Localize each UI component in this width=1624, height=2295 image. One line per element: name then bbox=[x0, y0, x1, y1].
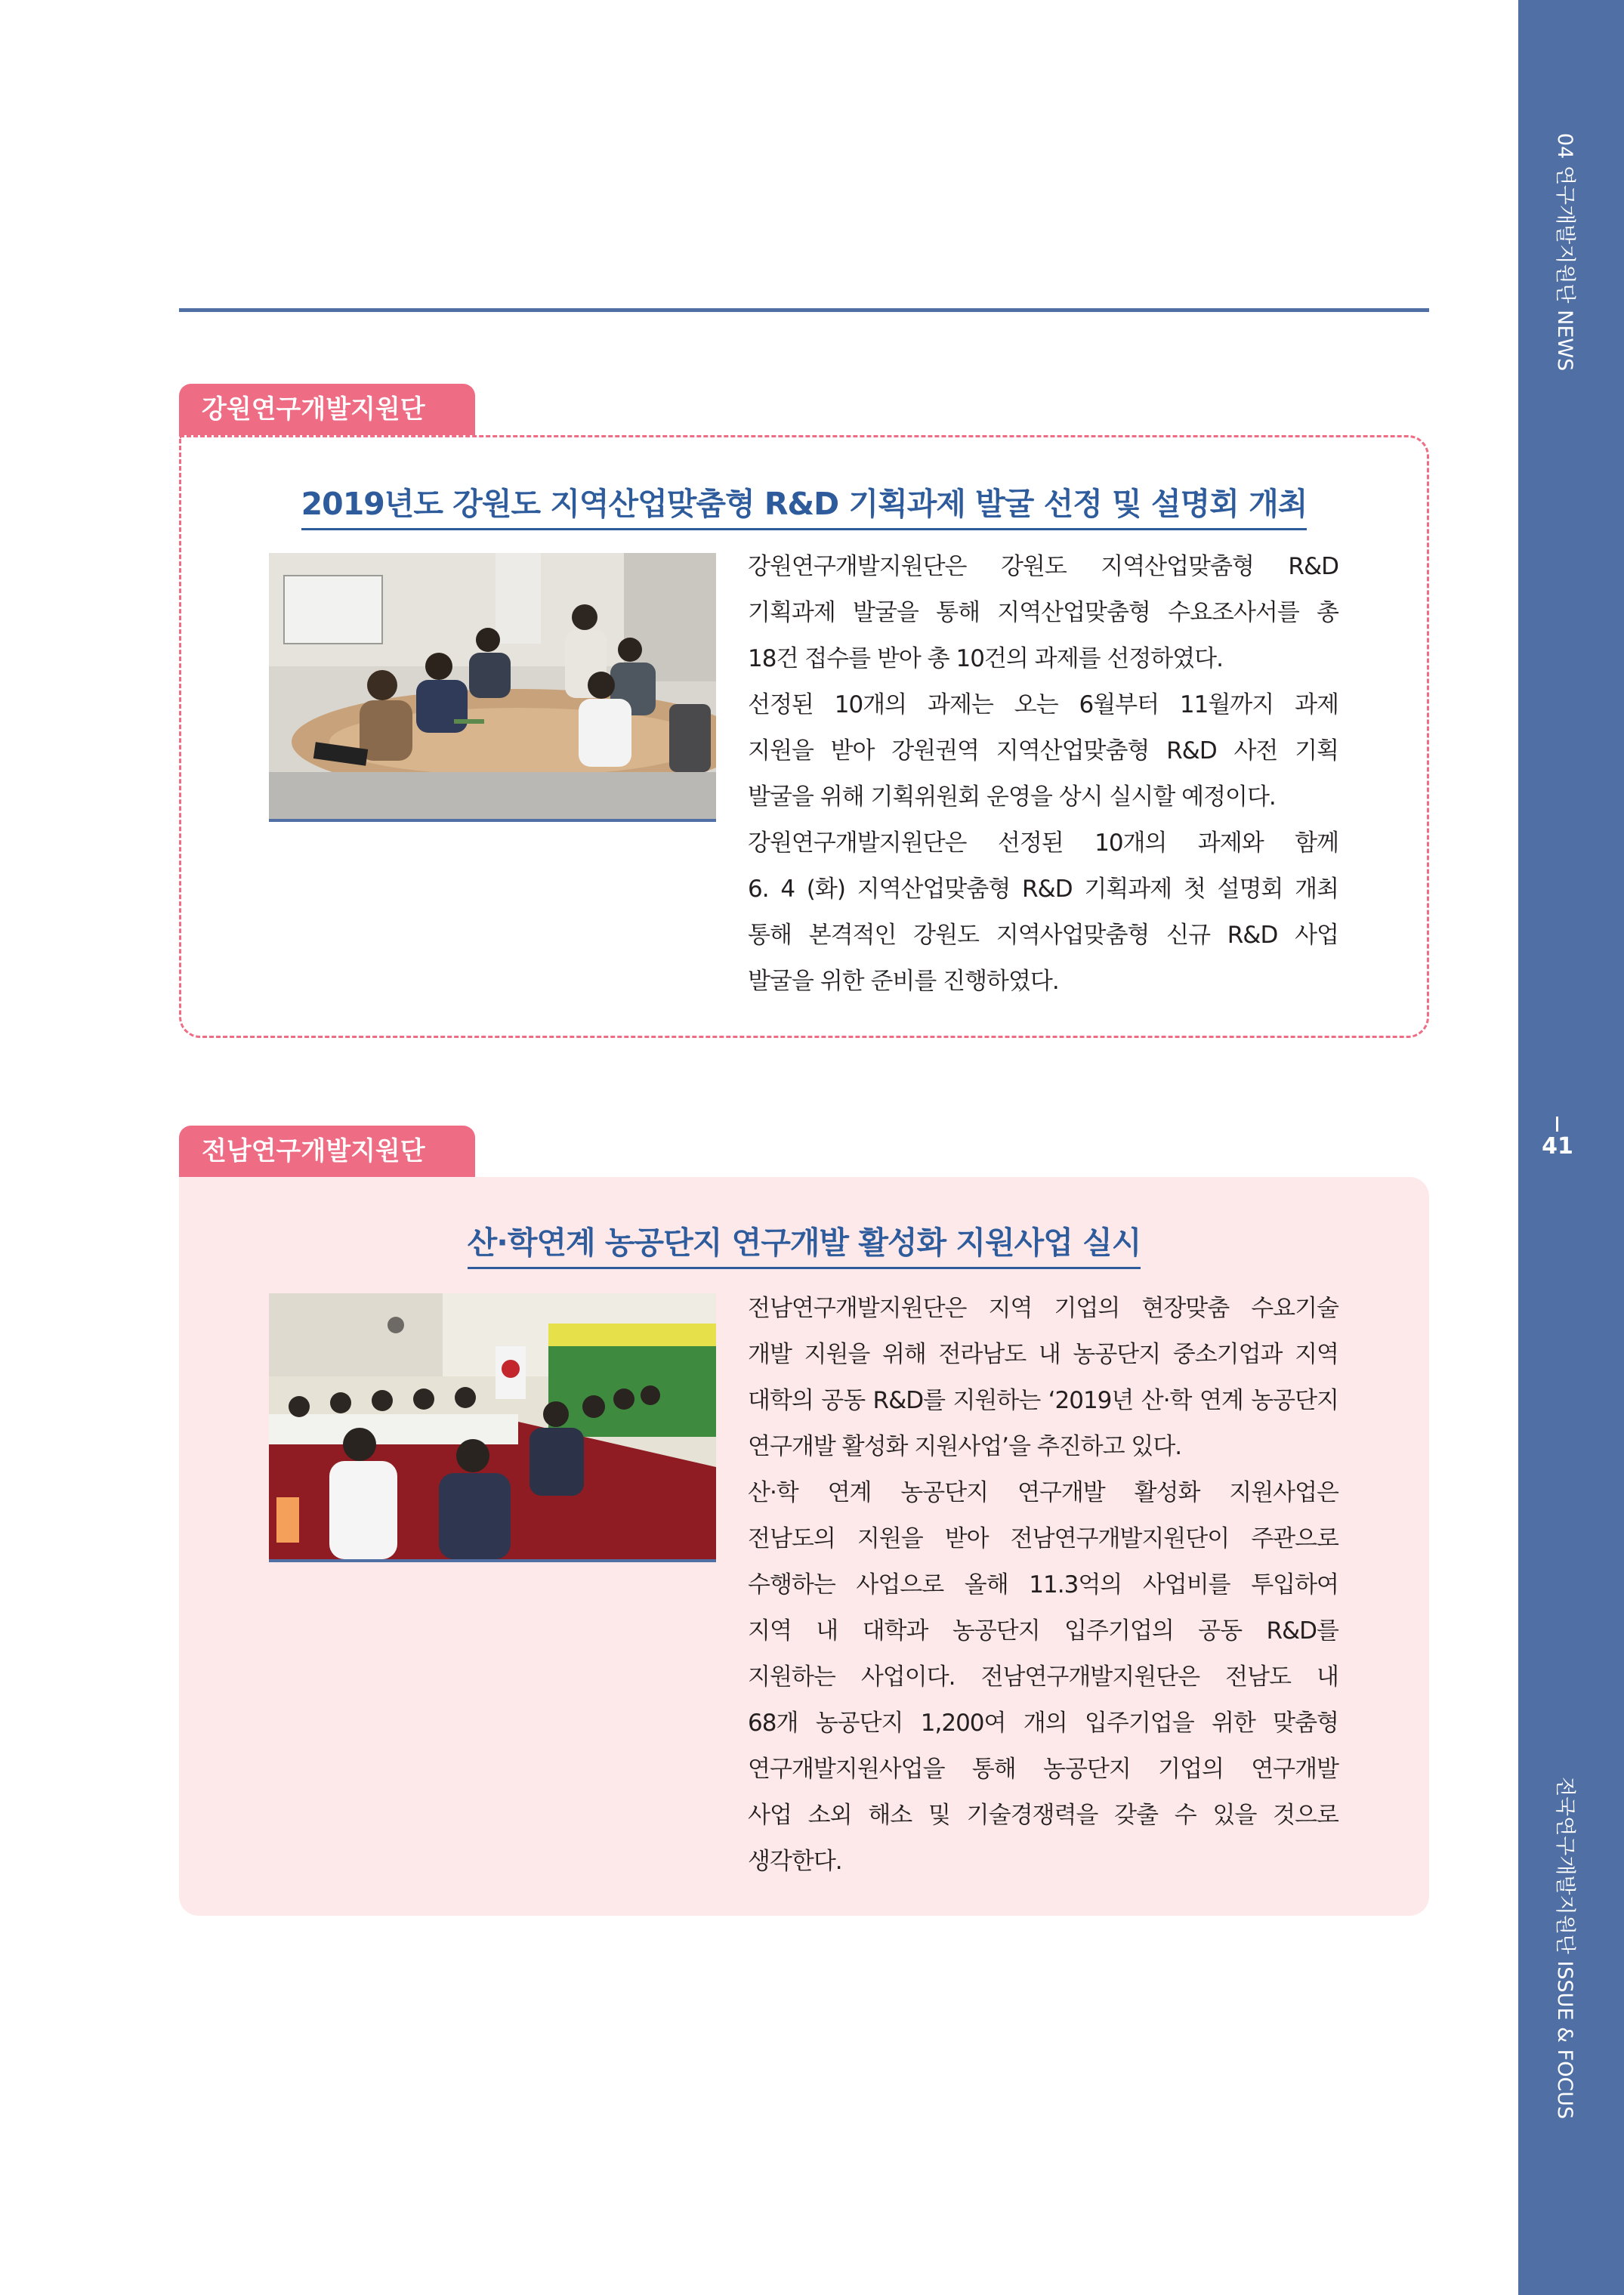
text-line: 18건 접수를 받아 총 10건의 과제를 선정하였다. bbox=[748, 645, 1223, 672]
section-title-text: 2019년도 강원도 지역산업맞춤형 R&D 기획과제 발굴 선정 및 설명회 개최 bbox=[301, 479, 1308, 530]
text-line: 통해 본격적인 강원도 지역사업맞춤형 신규 R&D 사업 bbox=[748, 922, 1338, 949]
page-number-tick bbox=[1556, 1117, 1558, 1132]
text-line: 강원연구개발지원단은 선정된 10개의 과제와 함께 bbox=[748, 829, 1338, 857]
text-line: 기획과제 발굴을 통해 지역산업맞춤형 수요조사서를 총 bbox=[748, 599, 1338, 626]
text-line: 6. 4 (화) 지역산업맞춤형 R&D 기획과제 첫 설명회 개최 bbox=[748, 876, 1338, 903]
text-line: 생각한다. bbox=[748, 1848, 842, 1875]
text-line: 대학의 공동 R&D를 지원하는 ‘2019년 산·학 연계 농공단지 bbox=[748, 1387, 1338, 1414]
text-line: 지원하는 사업이다. 전남연구개발지원단은 전남도 내 bbox=[748, 1663, 1338, 1691]
text-line: 지원을 받아 강원권역 지역산업맞춤형 R&D 사전 기획 bbox=[748, 737, 1338, 764]
meeting-photo-jeonnam bbox=[269, 1293, 716, 1562]
text-line: 연구개발지원사업을 통해 농공단지 기업의 연구개발 bbox=[748, 1756, 1338, 1783]
text-line: 선정된 10개의 과제는 오는 6월부터 11월까지 과제 bbox=[748, 691, 1338, 718]
publication-label: 전국연구개발지원단 ISSUE & FOCUS bbox=[1553, 1777, 1576, 2120]
section-tag-jeonnam: 전남연구개발지원단 bbox=[179, 1126, 475, 1177]
page-number: 41 bbox=[1542, 1133, 1573, 1160]
meeting-photo-gangwon bbox=[269, 553, 716, 822]
section-title-text: 산·학연계 농공단지 연구개발 활성화 지원사업 실시 bbox=[468, 1218, 1141, 1269]
section-tag-gangwon: 강원연구개발지원단 bbox=[179, 384, 475, 435]
section-title-gangwon bbox=[179, 479, 1429, 530]
section-title-jeonnam bbox=[179, 1218, 1429, 1269]
text-line: 68개 농공단지 1,200여 개의 입주기업을 위한 맞춤형 bbox=[748, 1710, 1338, 1737]
chapter-label: 04 연구개발지원단 NEWS bbox=[1553, 133, 1576, 372]
text-line: 개발 지원을 위해 전라남도 내 농공단지 중소기업과 지역 bbox=[748, 1341, 1338, 1368]
text-line: 강원연구개발지원단은 강원도 지역산업맞춤형 R&D bbox=[748, 553, 1338, 580]
text-line: 연구개발 활성화 지원사업’을 추진하고 있다. bbox=[748, 1433, 1182, 1460]
text-line: 발굴을 위해 기획위원회 운영을 상시 실시할 예정이다. bbox=[748, 783, 1276, 811]
text-line: 사업 소외 해소 및 기술경쟁력을 갖출 수 있을 것으로 bbox=[748, 1802, 1338, 1829]
meeting-photo-image bbox=[269, 1293, 716, 1559]
body-text-gangwon bbox=[748, 544, 1338, 1005]
text-line: 발굴을 위한 준비를 진행하였다. bbox=[748, 968, 1059, 995]
body-text-jeonnam bbox=[748, 1286, 1338, 1885]
top-divider bbox=[179, 308, 1429, 312]
text-line: 전남연구개발지원단은 지역 기업의 현장맞춤 수요기술 bbox=[748, 1295, 1338, 1322]
text-line: 수행하는 사업으로 올해 11.3억의 사업비를 투입하여 bbox=[748, 1571, 1338, 1598]
text-line: 산·학 연계 농공단지 연구개발 활성화 지원사업은 bbox=[748, 1479, 1338, 1506]
text-line: 전남도의 지원을 받아 전남연구개발지원단이 주관으로 bbox=[748, 1525, 1338, 1552]
text-line: 지역 내 대학과 농공단지 입주기업의 공동 R&D를 bbox=[748, 1617, 1338, 1645]
meeting-photo-image bbox=[269, 553, 716, 819]
